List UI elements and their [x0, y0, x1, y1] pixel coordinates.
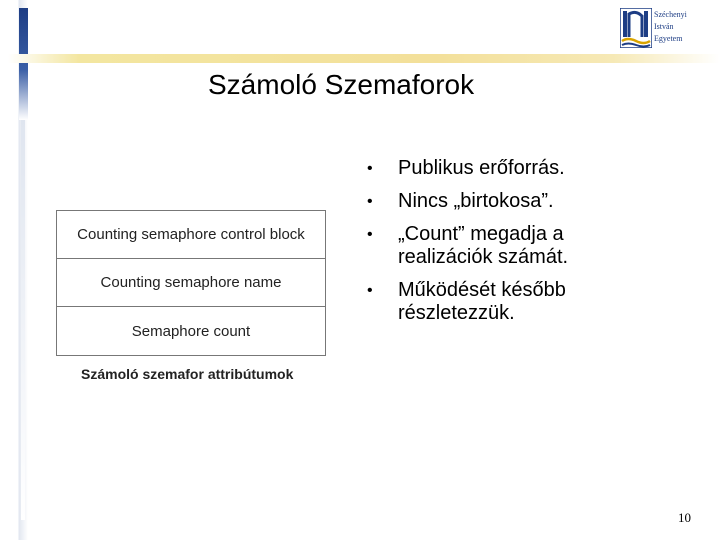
- university-logo-text: [654, 9, 687, 45]
- bullet-item: [363, 157, 663, 180]
- bullet-dot-icon: •: [367, 282, 373, 299]
- bullet-dot-icon: •: [367, 160, 373, 177]
- bullet-dot-icon: •: [367, 193, 373, 210]
- university-logo-icon: [620, 8, 652, 48]
- bullet-item: [363, 279, 663, 325]
- bullet-dot-icon: •: [367, 226, 373, 243]
- slide-title: Számoló Szemaforok: [208, 69, 475, 100]
- bullet-list: [363, 157, 663, 335]
- bullet-text: Működését később részletezzük.: [398, 279, 566, 324]
- logo-line-2: István: [654, 22, 674, 31]
- logo-line-1: Széchenyi: [654, 10, 687, 19]
- bullet-text: „Count” megadja a realizációk számát.: [398, 223, 569, 268]
- bullet-text: Nincs „birtokosa”.: [398, 190, 554, 212]
- semaphore-attribute-table: [56, 210, 326, 356]
- bullet-item: [363, 190, 663, 213]
- left-accent-bar: [19, 8, 28, 120]
- table-row: Counting semaphore name: [57, 259, 325, 307]
- top-accent-bar: [8, 54, 720, 63]
- left-faint-bar: [21, 120, 25, 520]
- bullet-text: Publikus erőforrás.: [398, 157, 565, 179]
- bullet-item: [363, 223, 663, 269]
- diagram-caption: Számoló szemafor attribútumok: [81, 366, 294, 382]
- table-row: Counting semaphore control block: [57, 211, 325, 259]
- logo-line-3: Egyetem: [654, 34, 683, 43]
- page-number: 10: [678, 510, 691, 525]
- table-row: Semaphore count: [131, 322, 251, 340]
- university-logo: [620, 8, 720, 54]
